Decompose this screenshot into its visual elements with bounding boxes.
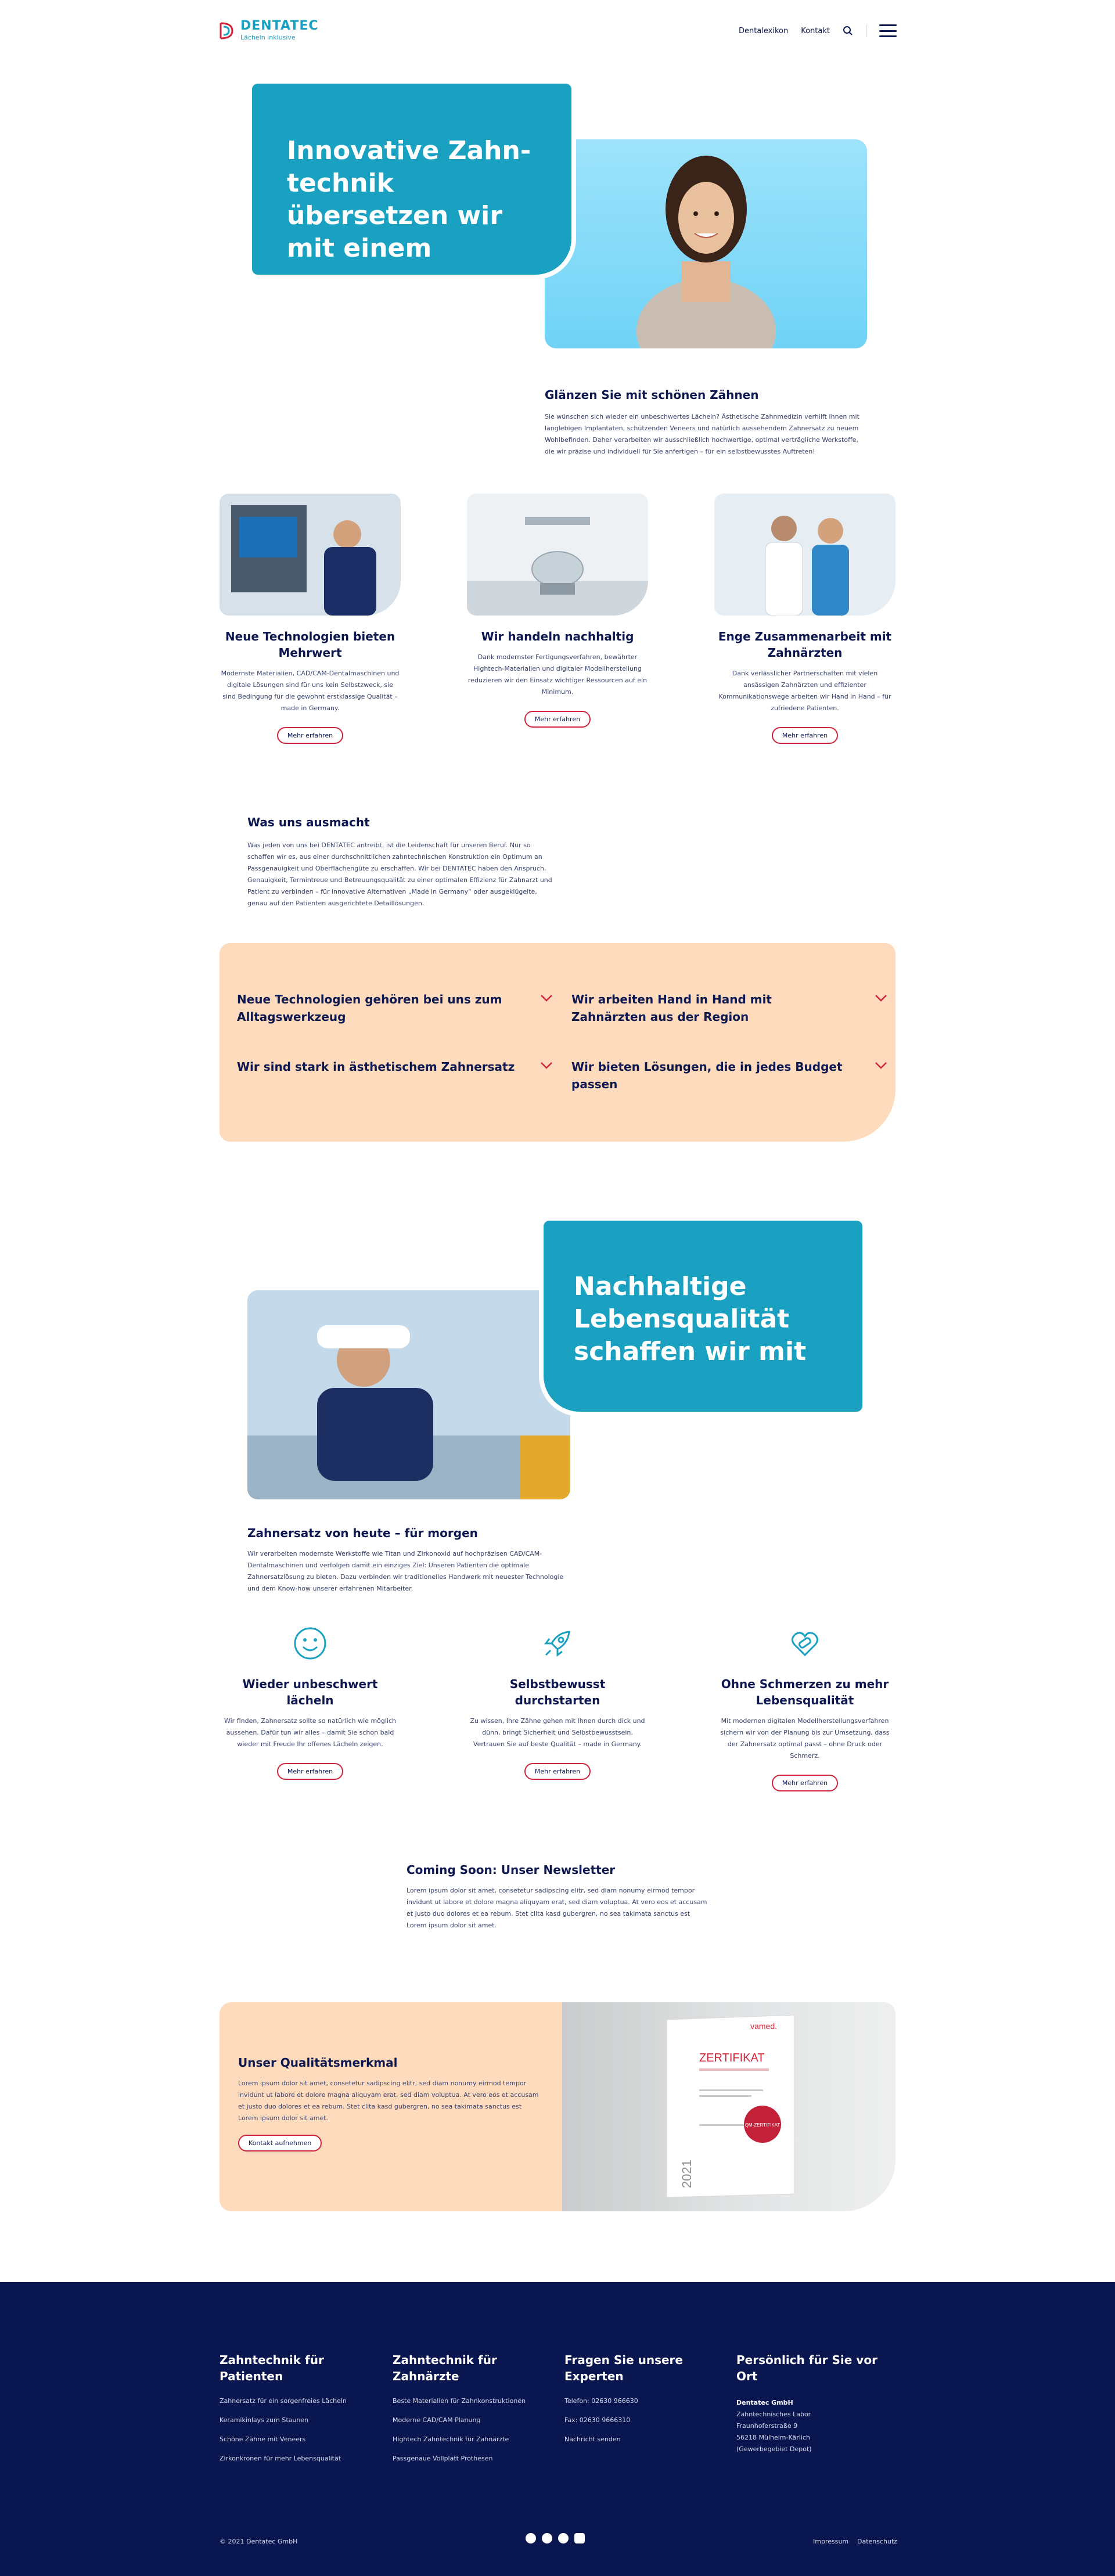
card-title: Wir handeln nachhaltig — [481, 629, 634, 643]
quality-text: Lorem ipsum dolor sit amet, consetetur sadipscing elitr, sed diam nonumy eirmod tempor invidunt ut labore et dolore magna aliquyam erat, sed diam voluptua. At vero eos et accusam et justo duo dolores et ea rebum. Stet clita kasd gubergren, no sea takimata sanctus est Lorem ipsum dolor sit amet. — [238, 2079, 539, 2122]
card-image-dentists — [714, 494, 895, 616]
sustainability-box — [539, 1216, 867, 1416]
certificate-image — [562, 2002, 895, 2211]
certificate-seal: QM-ZERTIFIKAT — [744, 2122, 780, 2128]
card-text: Dank verlässlicher Partnerschaften mit vielen ansässigen Zahnärzten und effizienter Kommunikationswege arbeiten wir Hand in Hand – für zufriedene Patienten. — [718, 670, 891, 712]
rocket-icon — [540, 1626, 575, 1661]
footer-fax: Fax: 02630 9666310 — [564, 2416, 631, 2424]
footer-link[interactable]: Keramikinlays zum Staunen — [220, 2416, 309, 2424]
footer-col-patienten — [220, 2352, 371, 2474]
newsletter-text: Lorem ipsum dolor sit amet, consetetur sadipscing elitr, sed diam nonumy eirmod tempor invidunt ut labore et dolore magna aliquyam erat, sed diam voluptua. At vero eos et accusam et justo duo dolores et ea rebum. Stet clita kasd gubergren, no sea takimata sanctus est Lorem ipsum dolor sit amet. — [407, 1887, 707, 1929]
card-title: Neue Technologien bieten Mehrwert — [225, 629, 395, 660]
intro-text: Sie wünschen sich wieder ein unbeschwertes Lächeln? Ästhetische Zahnmedizin verhilft Ihnen mit langlebigen Implantaten, schützenden Veneers und natürlich aussehendem Zahnersatz zu neuem Wohlbefinden. Daher verarbeiten wir ausschließlich hochwertige, optimal verträgliche Werkstoffe, die wir präzise und individuell für Sie anfertigen – für ein selbstbewusstes Auftreten! — [545, 413, 859, 455]
certificate-brand: vamed. — [750, 2021, 777, 2031]
zahnersatz-text: Wir verarbeiten modernste Werkstoffe wie Titan und Zirkonoxid auf hochpräzisen CAD/CAM-Dentalmaschinen und verfolgen damit ein einziges Ziel: Unseren Patienten die optimale Zahnersatzlösung zu bieten. Dazu verbinden wir traditionelles Handwerk mit neuester Technologie und dem Know-how unserer erfahrenen Mitarbeiter. — [247, 1550, 564, 1592]
faq-panel — [220, 943, 895, 1142]
feature-laecheln — [220, 1626, 401, 1780]
was-text: Was jeden von uns bei DENTATEC antreibt, ist die Leidenschaft für unseren Beruf. Nur so schaffen wir es, aus einer durchschnittlichen zahntechnischen Konstruktion ein Optimum an Passgenauigkeit und Oberflächengüte zu erschaffen. Wir bei DENTATEC haben den Anspruch, Genauigkeit, Termintreue und Betreuungsqualität zu einer optimalen Effizienz für Zahnarzt und Patient zu verbinden – für innovative Alternativen „Made in Germany“ oder ausgeklügelte, genau auf den Patienten ausgerichtete Detaillösungen. — [247, 841, 552, 907]
mehr-erfahren-button[interactable]: Mehr erfahren — [524, 711, 591, 728]
linkedin-icon[interactable] — [558, 2533, 569, 2543]
footer-link[interactable]: Moderne CAD/CAM Planung — [393, 2416, 481, 2424]
technician-image — [247, 1290, 570, 1499]
hero-image — [545, 139, 867, 348]
feature-text: Zu wissen, Ihre Zähne gehen mit Ihnen durch dick und dünn, bringt Sicherheit und Selbstbewusstsein. Vertrauen Sie auf beste Qualität – made in Germany. — [470, 1717, 645, 1748]
mehr-erfahren-button[interactable]: Mehr erfahren — [277, 1763, 343, 1780]
chevron-down-icon — [875, 1062, 887, 1070]
card-technologien — [220, 494, 401, 744]
certificate-year: 2021 — [679, 2160, 694, 2188]
datenschutz-link[interactable]: Datenschutz — [857, 2538, 898, 2545]
feature-title: Wieder unbeschwert lächeln — [242, 1677, 378, 1707]
chevron-down-icon — [540, 1062, 553, 1070]
faq-item[interactable] — [237, 991, 553, 1026]
card-nachhaltig — [467, 494, 648, 728]
sustainability-title: Nachhaltige Lebensqualität schaffen wir mit — [574, 1272, 807, 1366]
faq-label: Wir arbeiten Hand in Hand mit Zahnärzten aus der Region — [571, 992, 772, 1024]
faq-item[interactable] — [571, 1058, 887, 1093]
footer-col-title: Fragen Sie unsere Experten — [564, 2353, 683, 2383]
card-title: Enge Zusammenarbeit mit Zahnärzten — [718, 629, 892, 660]
footer-col-title: Zahntechnik für Zahnärzte — [393, 2353, 497, 2383]
footer-col-experten — [564, 2352, 715, 2455]
feature-text: Mit modernen digitalen Modellherstellungsverfahren sichern wir von der Planung bis zur Umsetzung, dass der Zahnersatz optimal passt – ohne Druck oder Schmerz. — [720, 1717, 890, 1760]
card-text: Modernste Materialien, CAD/CAM-Dentalmaschinen und digitale Lösungen sind für uns kein Selbstzweck, sie sind Bedingung für die gewohnt erstklassige Qualität – made in Germany. — [221, 670, 400, 712]
feature-text: Wir finden, Zahnersatz sollte so natürlich wie möglich aussehen. Dafür tun wir alles – damit Sie schon bald wieder mit Freude Ihr offenes Lächeln zeigen. — [224, 1717, 397, 1748]
kontakt-aufnehmen-button[interactable]: Kontakt aufnehmen — [238, 2135, 322, 2152]
footer-link[interactable]: Zirkonkronen für mehr Lebensqualität — [220, 2455, 341, 2462]
was-uns-ausmacht-section — [247, 815, 555, 909]
chevron-down-icon — [540, 994, 553, 1002]
faq-item[interactable] — [237, 1058, 553, 1075]
quality-section — [220, 2002, 895, 2211]
feature-lebensqualitaet — [714, 1626, 895, 1791]
address-line: Zahntechnisches Labor — [736, 2410, 811, 2418]
instagram-icon[interactable] — [542, 2533, 552, 2543]
address-line: (Gewerbegebiet Depot) — [736, 2445, 812, 2453]
footer-link[interactable]: Hightech Zahntechnik für Zahnärzte — [393, 2435, 509, 2443]
footer-col-zahnaerzte — [393, 2352, 544, 2474]
mehr-erfahren-button[interactable]: Mehr erfahren — [772, 727, 838, 744]
feature-title: Selbstbewusst durchstarten — [509, 1677, 606, 1707]
footer-link[interactable]: Beste Materialien für Zahnkonstruktionen — [393, 2397, 526, 2405]
quality-heading: Unser Qualitätsmerkmal — [238, 2056, 398, 2070]
search-icon[interactable] — [843, 26, 853, 36]
newsletter-section — [407, 1863, 708, 1931]
brand-name: DENTATEC — [240, 19, 319, 33]
footer — [0, 2282, 1115, 2576]
feature-title: Ohne Schmerzen zu mehr Lebensqualität — [721, 1677, 889, 1707]
smile-icon — [293, 1626, 328, 1661]
feature-durchstarten — [467, 1626, 648, 1780]
quality-text-panel — [220, 2002, 562, 2211]
heart-bandage-icon — [787, 1626, 822, 1661]
footer-message-link[interactable]: Nachricht senden — [564, 2435, 621, 2443]
nav-link-dentalexikon[interactable]: Dentalexikon — [738, 26, 789, 35]
footer-col-title: Persönlich für Sie vor Ort — [736, 2353, 877, 2383]
card-image-lab — [467, 494, 648, 616]
social-links — [526, 2533, 585, 2543]
brand-tagline: Lächeln inklusive — [240, 34, 296, 41]
card-image-technician — [220, 494, 401, 616]
footer-link[interactable]: Schöne Zähne mit Veneers — [220, 2435, 306, 2443]
footer-phone[interactable]: Telefon: 02630 966630 — [564, 2397, 638, 2405]
zahnersatz-section — [247, 1526, 573, 1595]
footer-address — [736, 2397, 887, 2455]
brand-logo[interactable] — [218, 20, 319, 41]
address-line: Fraunhoferstraße 9 — [736, 2422, 798, 2430]
intro-section — [545, 388, 867, 458]
mehr-erfahren-button[interactable]: Mehr erfahren — [524, 1763, 591, 1780]
zahnersatz-heading: Zahnersatz von heute – für morgen — [247, 1526, 478, 1540]
nav-link-kontakt[interactable]: Kontakt — [801, 26, 830, 35]
impressum-link[interactable]: Impressum — [813, 2538, 849, 2545]
footer-link[interactable]: Passgenaue Vollplatt Prothesen — [393, 2455, 493, 2462]
faq-label: Wir bieten Lösungen, die in jedes Budget passen — [571, 1060, 843, 1091]
hero-title: Innovative Zahntechnik übersetzen wir mit einem — [287, 136, 531, 263]
faq-item[interactable] — [571, 991, 887, 1026]
newsletter-heading: Coming Soon: Unser Newsletter — [407, 1863, 616, 1877]
intro-heading: Glänzen Sie mit schönen Zähnen — [545, 388, 759, 402]
chevron-down-icon — [875, 994, 887, 1002]
mehr-erfahren-button[interactable]: Mehr erfahren — [772, 1775, 838, 1791]
card-text: Dank modernster Fertigungsverfahren, bewährter Hightech-Materialien und digitaler Modellherstellung reduzieren wir den Einsatz wichtiger Ressourcen auf ein Minimum. — [467, 653, 648, 696]
footer-col-vor-ort — [736, 2352, 887, 2455]
card-zusammenarbeit — [714, 494, 895, 744]
facebook-icon[interactable] — [526, 2533, 536, 2543]
footer-company: Dentatec GmbH — [736, 2399, 793, 2406]
copyright: © 2021 Dentatec GmbH — [220, 2538, 298, 2545]
twitter-icon[interactable] — [574, 2533, 585, 2543]
faq-label: Wir sind stark in ästhetischem Zahnersatz — [237, 1060, 515, 1074]
address-line: 56218 Mülheim-Kärlich — [736, 2434, 810, 2441]
menu-icon[interactable] — [879, 24, 897, 37]
logo-icon — [218, 21, 235, 41]
main-nav — [739, 24, 897, 37]
hero-box — [247, 79, 576, 279]
was-heading: Was uns ausmacht — [247, 815, 370, 829]
faq-label: Neue Technologien gehören bei uns zum Alltagswerkzeug — [237, 992, 502, 1024]
certificate-title: ZERTIFIKAT — [699, 2052, 765, 2064]
footer-col-title: Zahntechnik für Patienten — [220, 2353, 324, 2383]
mehr-erfahren-button[interactable]: Mehr erfahren — [277, 727, 343, 744]
footer-link[interactable]: Zahnersatz für ein sorgenfreies Lächeln — [220, 2397, 347, 2405]
